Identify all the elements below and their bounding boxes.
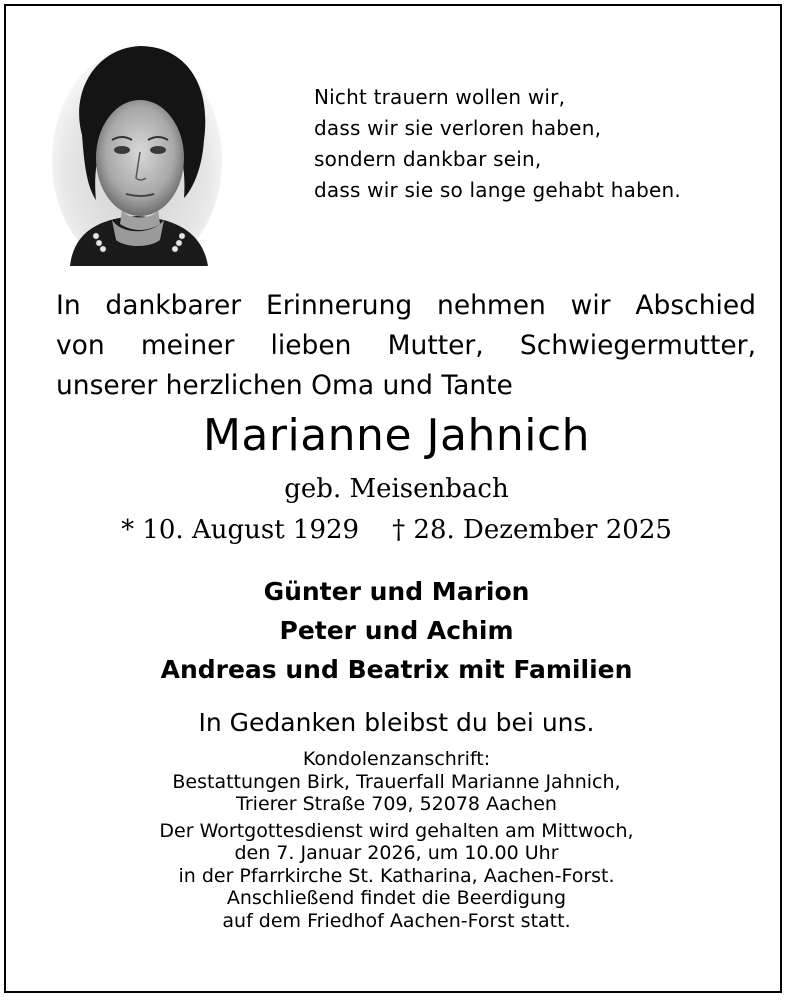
portrait-photo bbox=[52, 40, 222, 266]
poem-line: dass wir sie so lange gehabt haben. bbox=[314, 178, 681, 202]
service-line: Der Wortgottesdienst wird gehalten am Mittwoch, bbox=[159, 819, 634, 842]
poem-line: dass wir sie verloren haben, bbox=[314, 116, 602, 140]
condolence-line: Kondolenzanschrift: bbox=[302, 748, 491, 770]
details-block bbox=[6, 748, 787, 932]
service-line: den 7. Januar 2026, um 10.00 Uhr bbox=[234, 842, 559, 864]
mourner-line: Andreas und Beatrix mit Familien bbox=[160, 655, 633, 684]
deceased-name: Marianne Jahnich bbox=[202, 410, 591, 461]
birth-name: geb. Meisenbach bbox=[284, 474, 509, 504]
service-line: Anschließend findet die Beerdigung bbox=[226, 887, 567, 909]
farewell-line: In Gedanken bleibst du bei uns. bbox=[198, 708, 595, 737]
intro-line: unserer herzlichen Oma und Tante bbox=[56, 370, 513, 401]
life-dates bbox=[6, 515, 787, 545]
obituary-frame bbox=[4, 4, 782, 993]
death-date: † 28. Dezember 2025 bbox=[392, 515, 672, 545]
mourners-list bbox=[6, 572, 787, 689]
birth-date: * 10. August 1929 bbox=[121, 515, 360, 545]
service-line: auf dem Friedhof Aachen-Forst statt. bbox=[222, 909, 571, 932]
condolence-line: Bestattungen Birk, Trauerfall Marianne Jahnich, bbox=[172, 770, 621, 793]
mourner-line: Günter und Marion bbox=[263, 577, 530, 606]
intro-text bbox=[56, 286, 756, 406]
intro-line: In dankbarer Erinnerung nehmen wir Abschied bbox=[56, 290, 756, 321]
service-line: in der Pfarrkirche St. Katharina, Aachen-Forst. bbox=[178, 864, 615, 887]
poem bbox=[314, 82, 774, 206]
condolence-line: Trierer Straße 709, 52078 Aachen bbox=[236, 793, 557, 815]
poem-line: Nicht trauern wollen wir, bbox=[314, 85, 566, 109]
mourner-line: Peter und Achim bbox=[279, 616, 514, 645]
intro-line: von meiner lieben Mutter, Schwiegermutter, bbox=[56, 330, 756, 361]
poem-line: sondern dankbar sein, bbox=[314, 147, 542, 171]
